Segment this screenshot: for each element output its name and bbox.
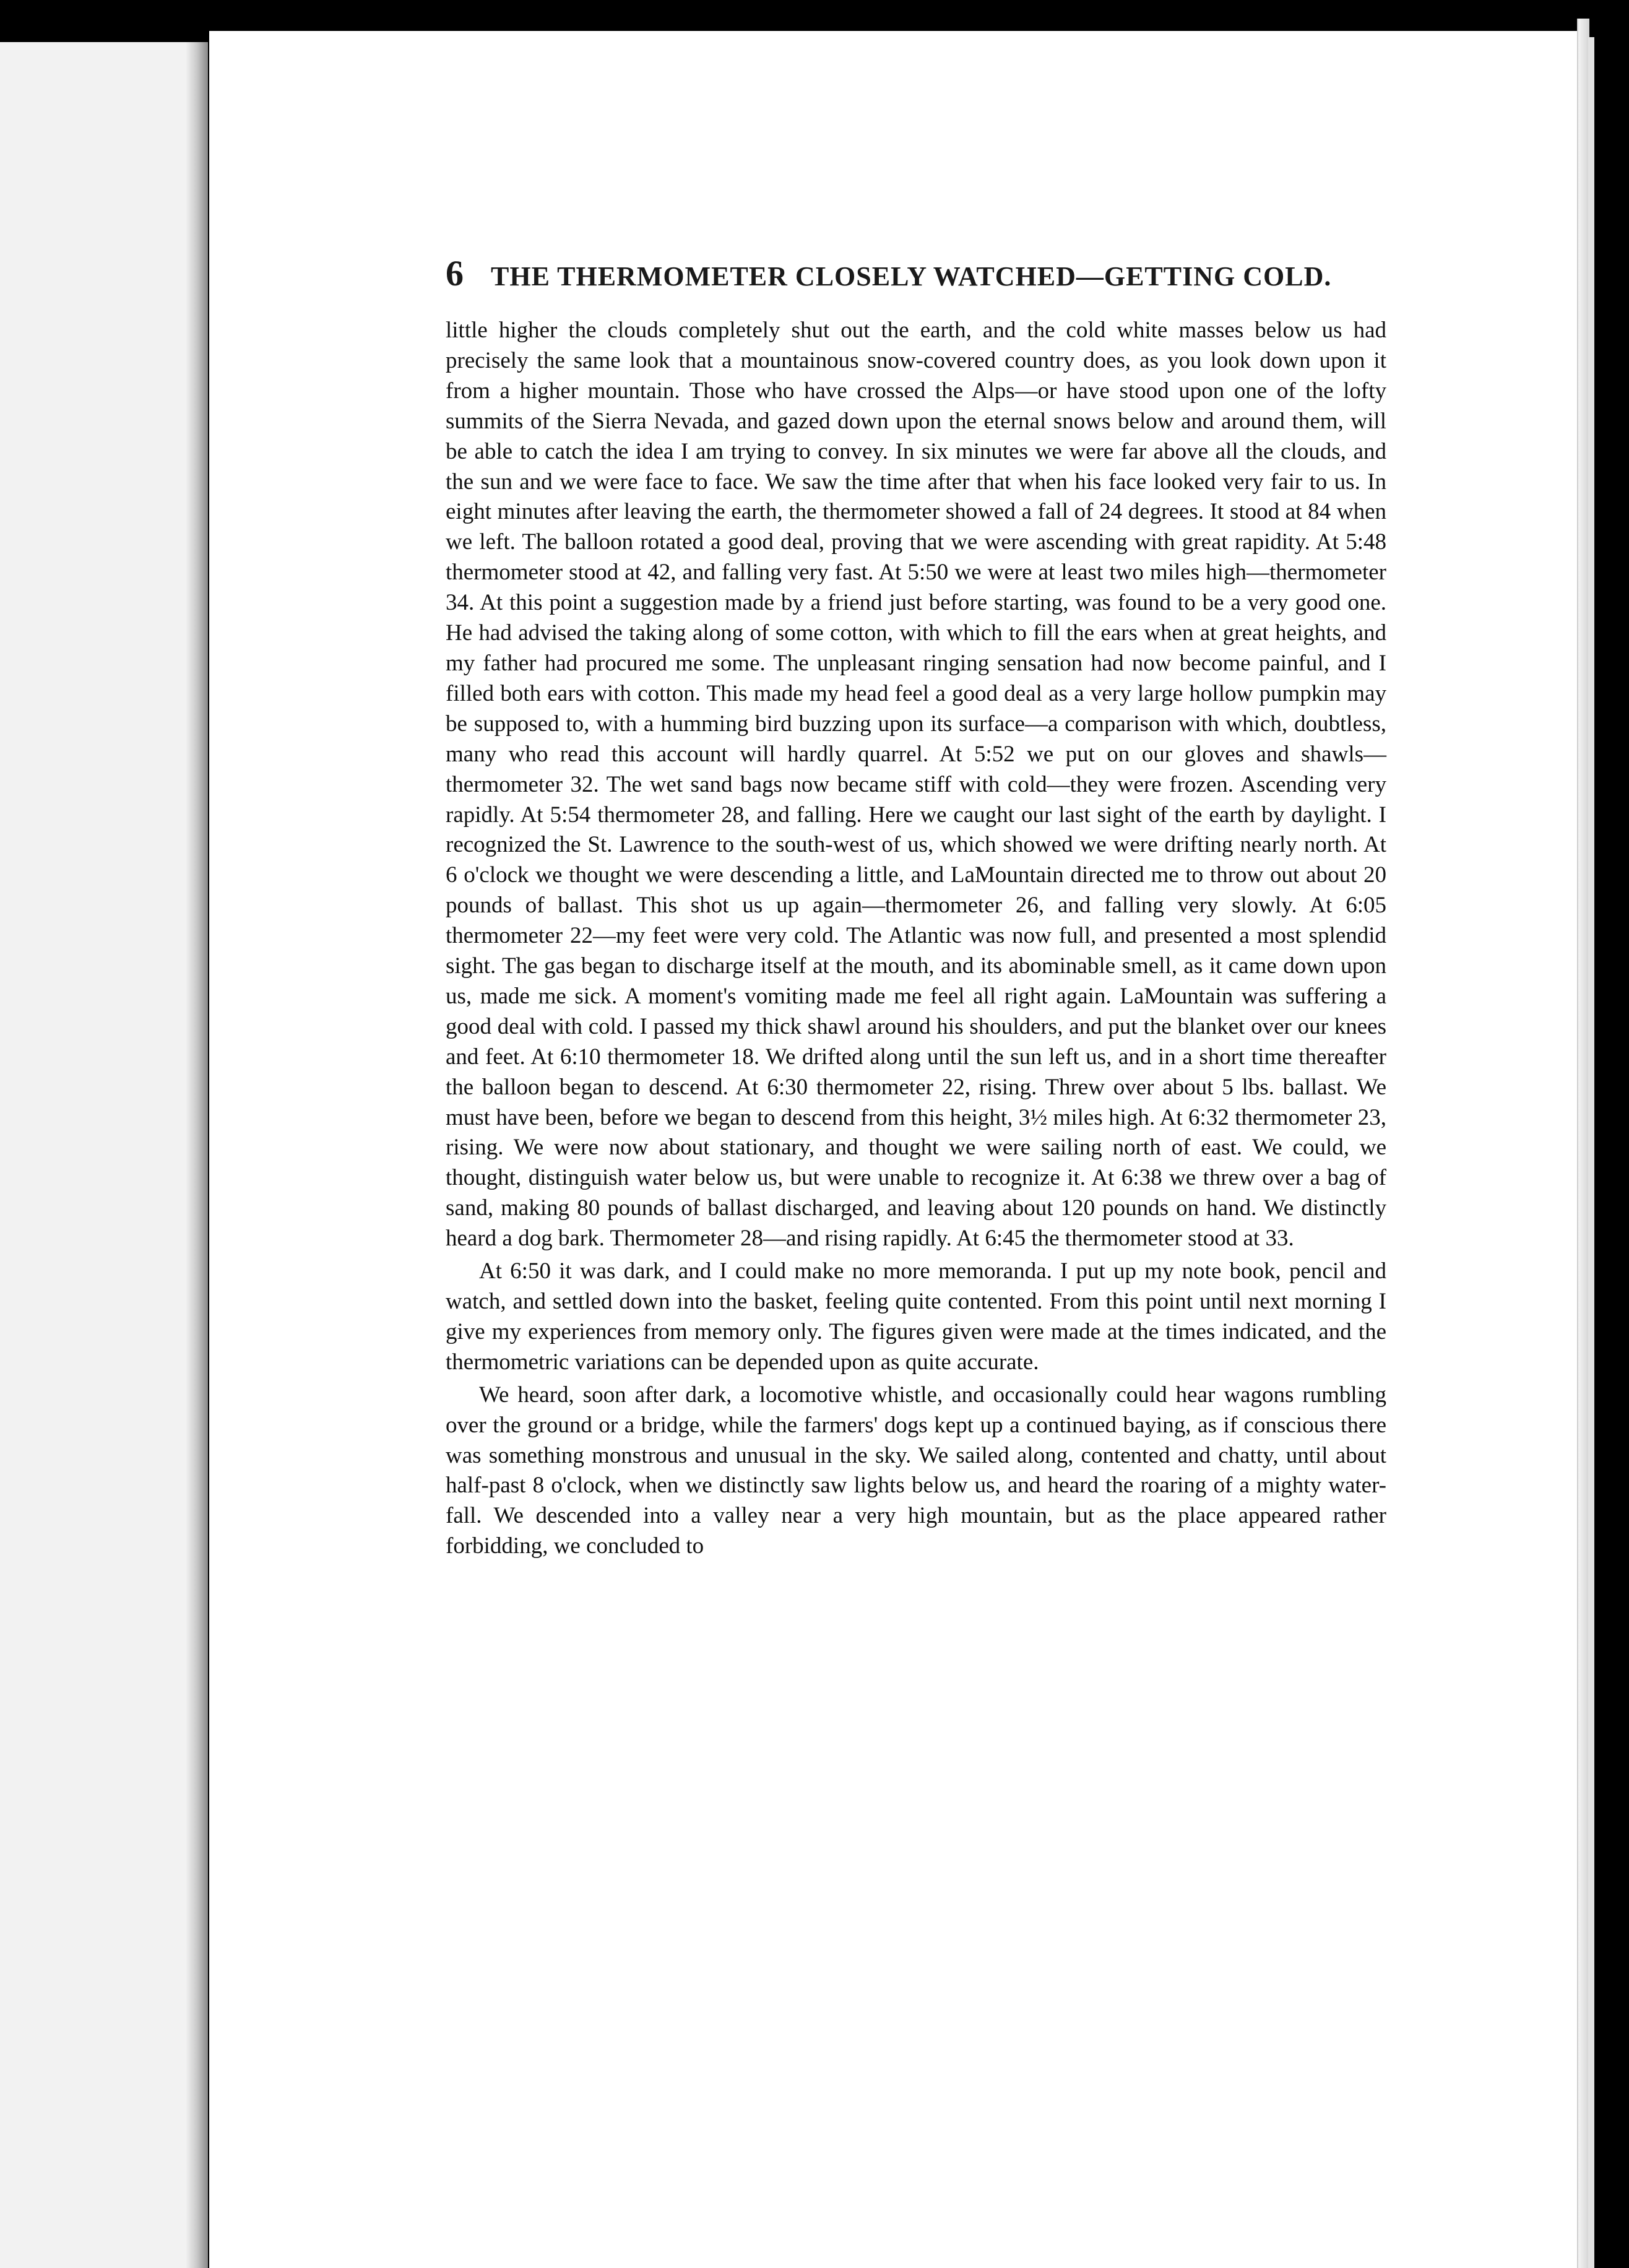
page-gutter — [186, 42, 208, 2268]
page-header — [446, 253, 1368, 302]
paragraph-2: At 6:50 it was dark, and I could make no more memoranda. I put up my note book, pencil and watch, and settled down into the basket, feeling quite contented. From this point until next morning I give my experiences from memory only. The figures given were made at the times indicated, and the thermometric variations can be depended upon as quite accurate. — [446, 1258, 1386, 1375]
page-number: 6 — [446, 253, 464, 293]
paragraph-1: little higher the clouds completely shut out the earth, and the cold white masses below us had precisely the same look that a mountainous snow-covered country does, as you look down upon it from a higher mountain. Those who have crossed the Alps—or have stood upon one of the lofty summits of the Sierra Nevada, and gazed down upon the eternal snows below and around them, will be able to catch the idea I am trying to convey. In six minutes we were far above all the clouds, and the sun and we were face to face. We saw the time after that when his face looked very fair to us. In eight minutes after leaving the earth, the thermometer showed a fall of 24 degrees. It stood at 84 when we left. The balloon rotated a good deal, proving that we were ascending with great rapidity. At 5:48 thermometer stood at 42, and falling very fast. At 5:50 we were at least two miles high—thermometer 34. At this point a suggestion made by a friend just before starting, was found to be a very good one. He had advised the taking along of some cotton, with which to fill the ears when at great heights, and my father had procured me some. The unpleasant ringing sensation had now become painful, and I filled both ears with cotton. This made my head feel a good deal as a very large hollow pumpkin may be supposed to, with a humming bird buzzing upon its surface—a comparison with which, doubtless, many who read this account will hardly quarrel. At 5:52 we put on our gloves and shawls—thermometer 32. The wet sand bags now became stiff with cold—they were frozen. Ascending very rapidly. At 5:54 thermometer 28, and falling. Here we caught our last sight of the earth by daylight. I recognized the St. Lawrence to the south-west of us, which showed we were drifting nearly north. At 6 o'clock we thought we were descending a little, and LaMountain directed me to throw out about 20 pounds of ballast. This shot us up again—thermometer 26, and falling very slowly. At 6:05 thermometer 22—my feet were very cold. The Atlantic was now full, and presented a most splendid sight. The gas began to discharge itself at the mouth, and its abominable smell, as it came down upon us, made me sick. A moment's vomiting made me feel all right again. LaMountain was suffering a good deal with cold. I passed my thick shawl around his shoulders, and put the blanket over our knees and feet. At 6:10 thermometer 18. We drifted along until the sun left us, and in a short time thereafter the balloon began to descend. At 6:30 thermometer 22, rising. Threw over about 5 lbs. ballast. We must have been, before we began to descend from this height, 3½ miles high. At 6:32 thermometer 23, rising. We were now about stationary, and thought we were sailing north of east. We could, we thought, distinguish water below us, but were unable to recognize it. At 6:38 we threw over a bag of sand, making 80 pounds of ballast discharged, and leaving about 120 pounds on hand. We distinctly heard a dog bark. Thermometer 28—and rising rapidly. At 6:45 the thermometer stood at 33. — [446, 318, 1386, 1252]
running-head: THE THERMOMETER CLOSELY WATCHED—GETTING COLD. — [491, 261, 1332, 292]
facing-page — [0, 42, 199, 2268]
paragraph-3: We heard, soon after dark, a locomotive whistle, and occasionally could hear wagons rumbling over the ground or a bridge, while the farmers' dogs kept up a continued baying, as if conscious there was something monstrous and unusual in the sky. We sailed along, contented and chatty, until about half-past 8 o'clock, when we distinctly saw lights below us, and heard the roaring of a mighty water-fall. We descended into a valley near a very high mountain, but as the place appeared rather forbidding, we concluded to — [446, 1382, 1386, 1559]
body-text — [446, 316, 1386, 1562]
page-edge-shadow — [1588, 37, 1594, 2268]
page-edge — [1577, 19, 1589, 2268]
